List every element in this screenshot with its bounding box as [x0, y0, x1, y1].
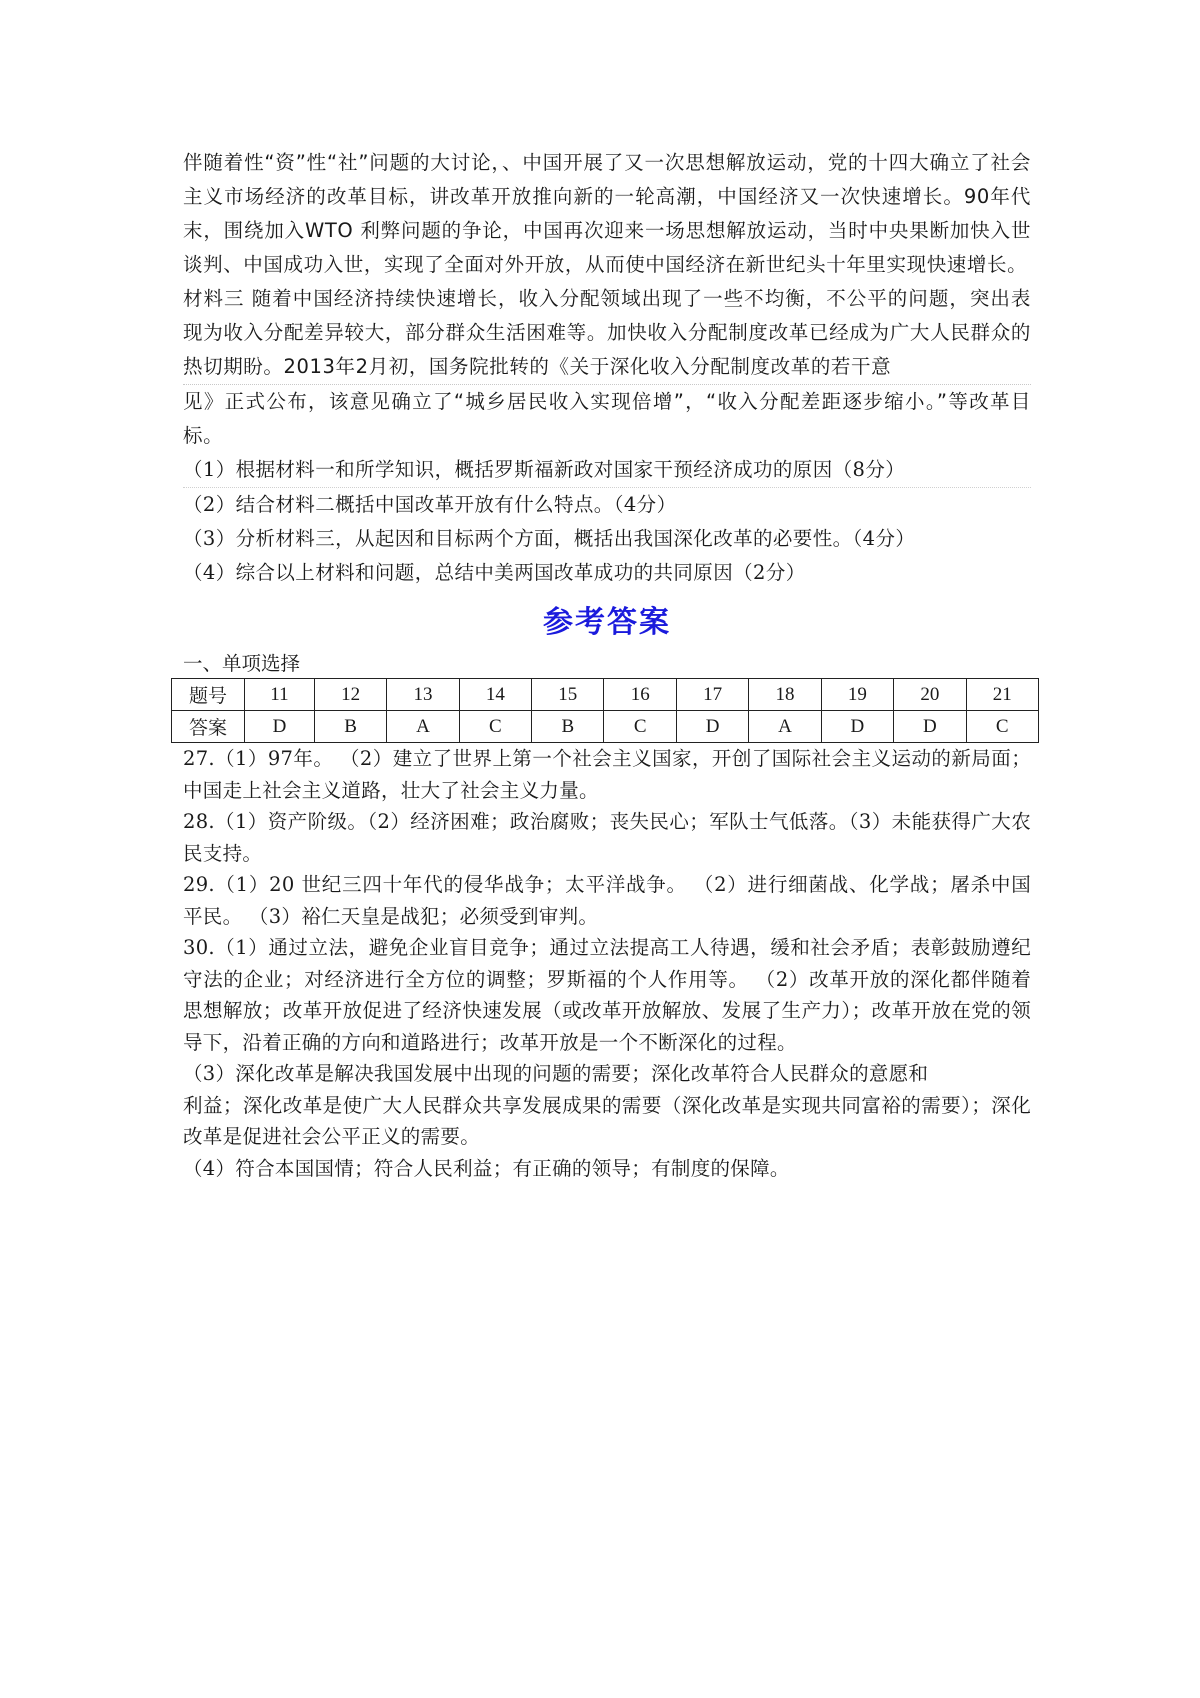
material-three-line1: 材料三 随着中国经济持续快速增长，收入分配领域出现了一些不均衡，不公平的问题，突出表现为收入分配差异较大，部分群众生活困难等。加快收入分配制度改革已经成为广大人民群众的热切期盼。2013年2月初，国务院批转的《关于深化收入分配制度改革的若干意 — [183, 282, 1031, 385]
table-cell: A — [387, 711, 459, 743]
answer-30-part3-line1: （3）深化改革是解决我国发展中出现的问题的需要；深化改革符合人民群众的意愿和 — [183, 1062, 929, 1085]
material-section — [183, 146, 1031, 453]
row-label-answer: 答案 — [172, 711, 245, 743]
material-two-paragraph: 伴随着性“资”性“社”问题的大讨论，、中国开展了又一次思想解放运动，党的十四大确立了社会主义市场经济的改革目标，讲改革开放推向新的一轮高潮，中国经济又一次快速增长。90年代末，围绕加入WTO 利弊问题的争论，中国再次迎来一场思想解放运动，当时中央果断加快入世谈判、中国成功入世，实现了全面对外开放，从而使中国经济在新世纪头十年里实现快速增长。 — [183, 151, 1031, 276]
questions-list — [183, 453, 1031, 590]
table-cell: D — [821, 711, 893, 743]
material-three-line2: 见》正式公布，该意见确立了“城乡居民收入实现倍增”，“收入分配差距逐步缩小。”等改革目标。 — [183, 390, 1031, 447]
answer-29: 29.（1）20 世纪三四十年代的侵华战争；太平洋战争。 （2）进行细菌战、化学战；屠杀中国平民。 （3）裕仁天皇是战犯；必须受到审判。 — [183, 873, 1031, 928]
answer-27: 27.（1）97年。 （2）建立了世界上第一个社会主义国家，开创了国际社会主义运动的新局面；中国走上社会主义道路，壮大了社会主义力量。 — [183, 747, 1031, 802]
table-cell: 14 — [459, 679, 531, 711]
table-cell: D — [894, 711, 966, 743]
question-1: （1）根据材料一和所学知识，概括罗斯福新政对国家干预经济成功的原因（8分） — [183, 453, 1031, 488]
table-cell: 12 — [314, 679, 386, 711]
question-2: （2）结合材料二概括中国改革开放有什么特点。（4分） — [183, 493, 677, 516]
table-cell: 17 — [676, 679, 748, 711]
table-cell: D — [676, 711, 748, 743]
question-3: （3）分析材料三，从起因和目标两个方面，概括出我国深化改革的必要性。（4分） — [183, 527, 916, 550]
answer-30: 30.（1）通过立法，避免企业盲目竞争；通过立法提高工人待遇，缓和社会矛盾；表彰鼓励遵纪守法的企业；对经济进行全方位的调整；罗斯福的个人作用等。 （2）改革开放的深化都伴随着思想解放；改革开放促进了经济快速发展（或改革开放解放、发展了生产力）；改革开放在党的领导下，沿着正确的方向和道路进行；改革开放是一个不断深化的过程。 — [183, 936, 1031, 1054]
table-cell: C — [966, 711, 1038, 743]
table-cell: C — [459, 711, 531, 743]
table-cell: 21 — [966, 679, 1038, 711]
answer-28: 28.（1）资产阶级。（2）经济困难；政治腐败；丧失民心；军队士气低落。（3）未能获得广大农民支持。 — [183, 810, 1031, 865]
table-cell: 18 — [749, 679, 821, 711]
table-row-answers — [172, 711, 1039, 743]
single-choice-heading: 一、单项选择 — [183, 652, 301, 675]
question-4: （4）综合以上材料和问题，总结中美两国改革成功的共同原因（2分） — [183, 561, 806, 584]
answer-30-part4: （4）符合本国国情；符合人民利益；有正确的领导；有制度的保障。 — [183, 1156, 790, 1180]
table-cell: 16 — [604, 679, 676, 711]
answer-table — [171, 678, 1039, 743]
answer-30-part3-rest: 利益；深化改革是使广大人民群众共享发展成果的需要（深化改革是实现共同富裕的需要）；深化改革是促进社会公平正义的需要。 — [183, 1093, 1031, 1148]
table-cell: 15 — [532, 679, 604, 711]
document-page — [183, 146, 1031, 1184]
table-cell: C — [604, 711, 676, 743]
table-cell: A — [749, 711, 821, 743]
table-cell: 13 — [387, 679, 459, 711]
table-cell: 11 — [245, 679, 315, 711]
table-cell: 20 — [894, 679, 966, 711]
table-cell: B — [532, 711, 604, 743]
answer-explanations — [183, 743, 1031, 1184]
answer-title: 参考答案 — [543, 605, 671, 640]
table-cell: 19 — [821, 679, 893, 711]
table-cell: D — [245, 711, 315, 743]
table-row-numbers — [172, 679, 1039, 711]
row-label-number: 题号 — [172, 679, 245, 711]
table-cell: B — [314, 711, 386, 743]
